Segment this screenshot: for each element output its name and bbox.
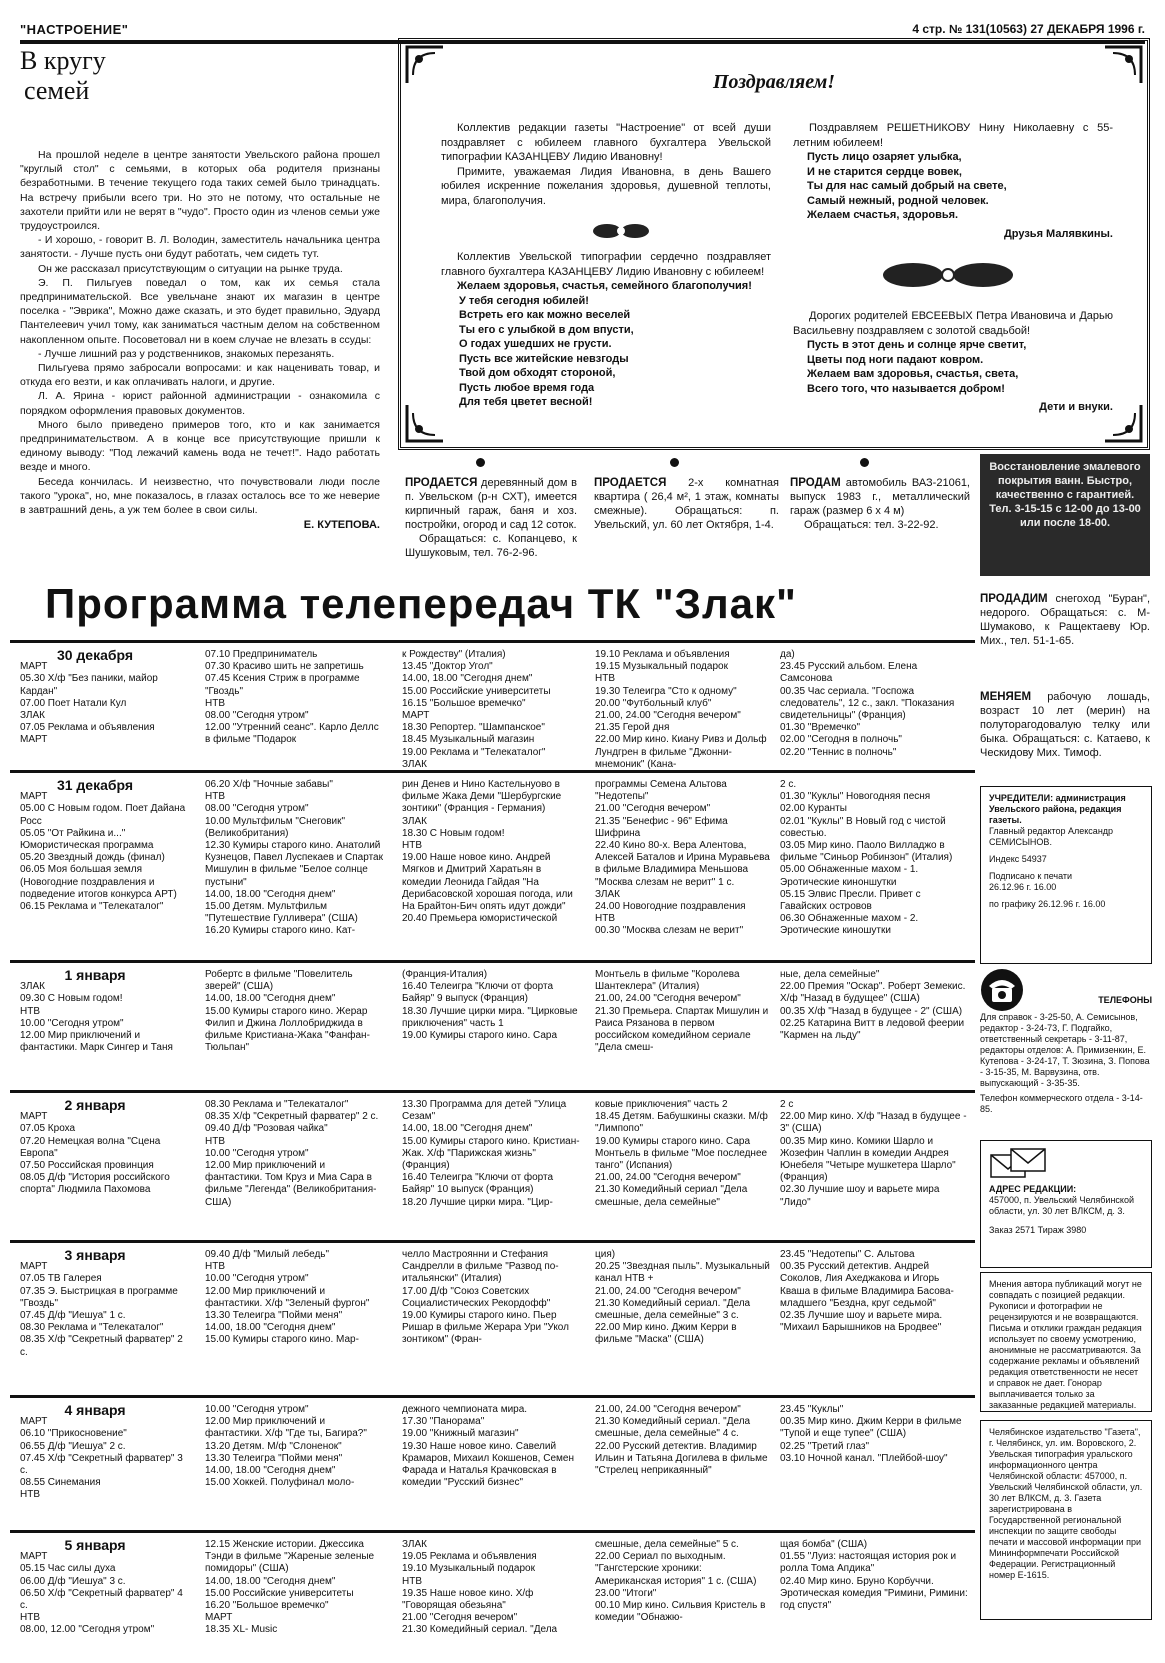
- bullet-icon: [670, 458, 679, 467]
- envelope-icon: [989, 1147, 1049, 1181]
- congrats-wish: Желаем здоровья, счастья, семейного благополучия!: [457, 280, 752, 292]
- tv-column: [20, 1249, 190, 1359]
- poem: [793, 150, 1113, 223]
- tv-listing: МАРТ 07.05 Кроха 07.20 Немецкая волна "Сцена Европа" 07.50 Российская провинция 08.05 Д/ф "История российского спорта" Людмила Пахомова: [20, 1111, 170, 1196]
- tv-listing: 21.00, 24.00 "Сегодня вечером" 21.30 Комедийный сериал. "Дела смешные, дела семейные" 4 с. 22.00 Русский детектив. Владимир Ильин и Татьяна Догилева в фильме "Стрелец неприкаянный": [595, 1404, 768, 1477]
- ad-text: снегоход "Буран", недорого. Обращаться: с. М-Шумаково, к Ращектаеву Юр. Мих., тел. 51-1-65.: [980, 593, 1151, 647]
- tv-column: [402, 1099, 582, 1209]
- poem-line: Пусть все житейские невзгоды: [459, 352, 629, 365]
- tv-listing: смешные, дела семейные" 5 с. 22.00 Сериал по выходным. "Гангстерские хроники: Американская история" 1 с. (США) 23.00 "Итоги" 00.10 Мир кино. Сильвия Кристель в комедии "Обнажю-: [595, 1539, 766, 1624]
- phones-block: [980, 968, 1152, 1115]
- tv-listing: МАРТ 05.00 С Новым годом. Поет Дайана Росс 05.05 "От Райкина и..." Юмористическая программа 05.20 Звездный дождь (финал) 06.05 Моя большая земля (Новогодние поздравления и подведение итогов конкурса АРТ) 06.15 Реклама и "Телекаталог": [20, 791, 186, 913]
- tv-column: [780, 969, 970, 1042]
- tv-column: [595, 1249, 770, 1347]
- address: 457000, п. Увельский Челябинской области, ул. 30 лет ВЛКСМ, д. 3.: [989, 1195, 1134, 1216]
- newspaper-name: "НАСТРОЕНИЕ": [20, 22, 129, 37]
- flower-ornament-icon: [873, 255, 1023, 295]
- tv-column: [402, 649, 582, 771]
- tv-column: [20, 1099, 190, 1197]
- tv-listing: (Франция-Италия) 16.40 Телеигра "Ключи от форта Байяр" 9 выпуск (Франция) 18.30 Лучшие цирки мира. "Цирковые приключения" часть 1 19.00 Кумиры старого кино. Сара: [402, 969, 578, 1042]
- congratulations-box: [398, 38, 1150, 450]
- congrats-text: Коллектив Увельской типографии сердечно поздравляет главного бухгалтера КАЗАНЦЕВУ Лидию Ивановну с юбилеем!: [441, 251, 771, 278]
- ad-heading: ПРОДАДИМ: [980, 593, 1048, 605]
- poem-line: Пусть любое время года: [459, 381, 595, 394]
- tv-column: [20, 1404, 190, 1502]
- founders-box: [980, 786, 1152, 964]
- poem-line: И не старится сердце вовек,: [807, 165, 962, 178]
- ad-heading: ПРОДАЕТСЯ: [405, 477, 478, 489]
- tv-listing: к Рождеству" (Италия) 13.45 "Доктор Угол" 14.00, 18.00 "Сегодня днем" 15.00 Российские университеты 16.15 "Большое времечко" МАРТ 18.30 Репортер. "Шампанское" 18.45 Музыкальный магазин 19.00 Реклама и "Телекаталог" ЗЛАК: [402, 649, 551, 770]
- tv-column: [205, 1539, 385, 1637]
- service-ad: Восстановление эмалевого покрытия ванн. Быстро, качественно с гарантией. Тел. 3-15-15 с 12-00 до 13-00 или после 18-00.: [980, 454, 1150, 576]
- tv-listing: рин Денев и Нино Кастельнуово в фильме Жака Деми "Шербургские зонтики" (Франция - Германия) ЗЛАК 18.30 С Новым годом! НТВ 19.00 Наше новое кино. Андрей Мягков и Дмитрий Харатьян в комедии Леонида Гайдая "На Дерибасовской хорошая погода, или На Брайтон-Бич опять идут дожди" 20.40 Премьера юмористической: [402, 779, 573, 925]
- tv-listing: 2 с 22.00 Мир кино. Х/ф "Назад в будущее - 3" (США) 00.35 Мир кино. Комики Шарло и Жозефин Чаплин в комедии Андрея Юнебеля "Четыре мушкетера Шарло" (Франция) 02.30 Лучшие шоу и варьете мира "Лидо": [780, 1099, 967, 1208]
- address-label: АДРЕС РЕДАКЦИИ:: [989, 1184, 1077, 1194]
- tv-listing: 09.40 Д/ф "Милый лебедь" НТВ 10.00 "Сегодня утром" 12.00 Мир приключений и фантастики. Х/ф "Зеленый фургон" 13.30 Телеигра "Пойми меня" 14.00, 18.00 "Сегодня днем" 15.00 Кумиры старого кино. Мар-: [205, 1249, 370, 1346]
- tv-listing: ЗЛАК 09.30 С Новым годом! НТВ 10.00 "Сегодня утром" 12.00 Мир приключений и фантастики. Марк Сингер и Таня: [20, 981, 173, 1054]
- tv-column: [780, 1539, 970, 1612]
- tv-listing: ковые приключения" часть 2 18.45 Детям. Бабушкины сказки. М/ф "Лимпопо" 19.00 Кумиры старого кино. Сара Монтьель в фильме "Мое последнее танго" (Испания) 21.00, 24.00 "Сегодня вечером" 21.30 Комедийный сериал "Дела смешные, дела семейные": [595, 1099, 768, 1208]
- tv-listing: 08.30 Реклама и "Телекаталог" 08.35 Х/ф "Секретный фарватер" 2 с. 09.40 Д/ф "Розовая чайка" НТВ 10.00 "Сегодня утром" 12.00 Мир приключений и фантастики. Том Круз и Миа Сара в фильме "Легенда" (Великобритания-США): [205, 1099, 379, 1208]
- poem-line: Твой дом обходят стороной,: [459, 367, 616, 379]
- poem-line: Цветы под ноги падают ковром.: [807, 353, 984, 366]
- ad-contact: Обращаться: с. Копанцево, к Шушуковым, тел. 76-2-96.: [405, 533, 577, 559]
- tv-listing: щая бомба" (США) 01.55 "Луиз: настоящая история рок и ролла Тома Апдика" 02.40 Мир кино. Бруно Корбуччи. Эротическая комедия "Римини, Римини: год спустя": [780, 1539, 968, 1612]
- congrats-text: Дорогих родителей ЕВСЕЕВЫХ Петра Ивановича и Дарью Васильевну поздравляем с золотой свадьбой!: [793, 310, 1113, 337]
- paragraph: Много было приведено примеров того, кто и как занимается предпринимательством. А в конце все присутствующие пришли к единому выводу: "Под лежачий камень вода не течет!". Надо работать везде и много.: [20, 418, 380, 474]
- order-info: Заказ 2571 Тираж 3980: [989, 1225, 1087, 1235]
- tv-column: [205, 649, 385, 747]
- bullet-icon: [860, 458, 869, 467]
- telephone-icon: [980, 968, 1024, 1012]
- tv-column: [205, 969, 385, 1054]
- tv-listing: 23.45 "Недотепы" С. Альтова 00.35 Русский детектив. Андрей Соколов, Лия Ахеджакова и Игорь Кваша в фильме Владимира Басова-младшего "Бездна, круг седьмой" 02.35 Лучшие шоу и варьете мира. "Михаил Барышников на Бродвее": [780, 1249, 954, 1334]
- tv-listing: 12.15 Женские истории. Джессика Тэнди в фильме "Жареные зеленые помидоры" (США) 14.00, 18.00 "Сегодня днем" 15.00 Российские университеты 16.20 "Большое времечко" МАРТ 18.35 XL- Music: [205, 1539, 375, 1636]
- tv-column: [595, 779, 770, 938]
- poem-line: О годах ушедших не грусти.: [459, 338, 612, 350]
- tv-listing: 2 с. 01.30 "Куклы" Новогодняя песня 02.00 Куранты 02.01 "Куклы" В Новый год с чистой совестью. 03.05 Мир кино. Паоло Вилладжо в фильме "Синьор Робинзон" (Италия) 05.00 Обнаженные махом - 1. Эротические киноншутки 05.15 Элвис Пресли. Привет с Гавайских островов 06.30 Обнаженные махом - 2. Эротические киношутки: [780, 779, 953, 937]
- tv-listing: программы Семена Альтова "Недотепы" 21.00 "Сегодня вечером" 21.35 "Бенефис - 96" Ефима Шифрина 22.40 Кино 80-х. Вера Алентова, Алексей Баталов и Ирина Муравьева в фильме Владимира Меньшова "Москва слезам не верит" 1 с. ЗЛАК 24.00 Новогодние поздравления НТВ 00.30 "Москва слезам не верит": [595, 779, 770, 937]
- tv-listing: ЗЛАК 19.05 Реклама и объявления 19.10 Музыкальный подарок НТВ 19.35 Наше новое кино. Х/ф "Говорящая обезьяна" 21.00 "Сегодня вечером" 21.30 Комедийный сериал. "Дела: [402, 1539, 558, 1636]
- congrats-text: Поздравляем РЕШЕТНИКОВУ Нину Николаевну с 55-летним юбилеем!: [793, 122, 1113, 149]
- tv-listing: МАРТ 07.05 ТВ Галерея 07.35 Э. Быстрицкая в программе "Гвоздь" 07.45 Д/ф "Иешуа" 1 с. 08.30 Реклама и "Телекаталог" 08.35 Х/ф "Секретный фарватер" 2 с.: [20, 1261, 183, 1358]
- congrats-left: [441, 121, 771, 410]
- ad-text: деревянный дом в п. Увельском (р-н СХТ), имеется кирпичный гараж, баня и хоз. постройки, огород и сад 12 соток.: [405, 477, 577, 531]
- classified-ad: [405, 476, 577, 560]
- paragraph: - И хорошо, - говорит В. Л. Володин, заместитель начальника центра занятости. - Лучше пусть они будут работать, чем сидеть тут.: [20, 234, 380, 261]
- paragraph: Л. А. Ярина - юрист районной администрации - ознакомила с порядком оформления правовых документов.: [20, 390, 380, 417]
- poem-line: Ты его с улыбкой в дом впусти,: [459, 323, 634, 336]
- tv-column: [402, 1404, 582, 1489]
- tv-day: [10, 1395, 975, 1533]
- publisher-box: [980, 1420, 1152, 1620]
- signed: 26.12.96 г. 16.00: [989, 882, 1057, 892]
- poem: [793, 338, 1113, 396]
- article-title: [20, 46, 380, 106]
- poem-line: У тебя сегодня юбилей!: [459, 294, 589, 307]
- founders: УЧРЕДИТЕЛИ: администрация Увельского района, редакция газеты.: [989, 793, 1126, 825]
- classified-ad: [980, 690, 1150, 760]
- tv-column: [20, 779, 190, 913]
- poem-line: Желаем счастья, здоровья.: [807, 209, 959, 221]
- tv-column: [595, 649, 770, 771]
- poem-line: Всего того, что называется добром!: [807, 382, 1005, 395]
- tv-listing: Робертс в фильме "Повелитель зверей" (США) 14.00, 18.00 "Сегодня днем" 15.00 Кумиры старого кино. Жерар Филип и Джина Лоллобриджида в фильме Кристиана-Жака "Фанфан-Тюльпан": [205, 969, 370, 1054]
- tv-column: [780, 1404, 970, 1465]
- tv-listing: дежного чемпионата мира. 17.30 "Панорама" 19.00 "Книжный магазин" 19.30 Наше новое кино. Савелий Крамаров, Михаил Кокшенов, Семен Фарада и Наталья Крачковская в комедии "Русский бизнес": [402, 1404, 574, 1489]
- paragraph: Э. П. Пильгуев поведал о том, как их семья стала предпринимательской. Все увельчане знают их магазин в центре поселка - "Эврика", Можно даже сказать, и это будет правильно, Эдуард Пантелеевич учил тому, как заниматься частным делом на собственном накопленном опыте. Посоветовал ни в коем случае не влезать в ссуды:: [20, 276, 380, 346]
- classified-ad: [790, 476, 970, 532]
- tv-column: [205, 1404, 385, 1489]
- tv-listing: челло Мастроянни и Стефания Сандрелли в фильме "Развод по-итальянски" (Италия) 17.00 Д/ф "Союз Советских Социалистических Рекордофф" 19.00 Кумиры старого кино. Пьер Ришар в фильме Жерара Ури "Укол зонтиком" (Фран-: [402, 1249, 569, 1346]
- paragraph: Пильгуева прямо забросали вопросами: и как наценивать товар, и откуда его везти, и как оплачивать налоги, и другие.: [20, 362, 380, 389]
- tv-listing: 13.30 Программа для детей "Улица Сезам" 14.00, 18.00 "Сегодня днем" 15.00 Кумиры старого кино. Кристиан-Жак. Х/ф "Парижская жизнь" (Франция) 16.40 Телеигра "Ключи от форта Байяр" 10 выпуск (Франция) 18.20 Лучшие цирки мира. "Цир-: [402, 1099, 580, 1208]
- tv-day-name: 1 января: [64, 967, 126, 983]
- tv-listing: 07.10 Предприниматель 07.30 Красиво шить не запретишь 07.45 Ксения Стриж в программе "Гвоздь" НТВ 08.00 "Сегодня утром" 12.00 "Утренний сеанс". Карло Деллс в фильме "Подарок: [205, 649, 379, 746]
- tv-listing: МАРТ 06.10 "Прикосновение" 06.55 Д/ф "Иешуа" 2 с. 07.45 Х/ф "Секретный фарватер" 3 с. 08.55 Синемания НТВ: [20, 1416, 183, 1501]
- classified-ad: [980, 592, 1150, 648]
- ad-heading: ПРОДАМ: [790, 477, 841, 489]
- bullet-icon: [476, 458, 485, 467]
- ad-text: 2-х комнатная квартира ( 26,4 м², 1 этаж, комнаты смежные). Обращаться: п. Увельский, ул. 60 лет Октября, 1-4.: [594, 477, 779, 531]
- tv-day: [10, 1090, 975, 1243]
- poem-line: Встреть его как можно веселей: [459, 309, 631, 321]
- phones: Для справок - 3-25-50, А. Семисынов, редактор - 3-24-73, Г. Подгайко, ответственный секретарь - 3-11-87, редакторы отделов: А. Примизенкин, Е. Кутепова - 3-24-17, Т. Зюзина, З. Попова - 3-15-35, М. Варвузина, отв. выпускающий - 3-35-35.: [980, 1012, 1150, 1088]
- tv-listing: Монтьель в фильме "Королева Шантеклера" (Италия) 21.00, 24.00 "Сегодня вечером" 21.30 Премьера. Спартак Мишулин и Раиса Рязанова в первом российском комедийном сериале "Дела смеш-: [595, 969, 769, 1054]
- poem-line: Желаем вам здоровья, счастья, света,: [807, 368, 1019, 380]
- tv-column: [402, 1539, 582, 1637]
- ad-heading: МЕНЯЕМ: [980, 691, 1032, 703]
- ad-text: автомобиль ВАЗ-21061, выпуск 1983 г., металлический гараж (размер 6 х 4 м): [790, 477, 970, 517]
- tv-day: [10, 640, 975, 773]
- notes: Мнения автора публикаций могут не совпадать с позицией редакции. Рукописи и фотографии не рецензируются и не возвращаются. Письма и отклики граждан редакция использует по своему усмотрению, анонимные не рассматриваются. За содержание рекламы и объявлений редакция ответственности не несет и справок не дает. Гонорар выплачивается только за заказанные редакцией материалы.: [989, 1279, 1142, 1410]
- poem-line: Для тебя цветет весной!: [459, 396, 593, 408]
- tv-column: [20, 649, 190, 747]
- tv-column: [205, 779, 385, 938]
- tv-day-name: 31 декабря: [56, 777, 134, 793]
- paragraph: Он же рассказал присутствующим о ситуации на рынке труда.: [38, 262, 343, 275]
- tv-listing: 10.00 "Сегодня утром" 12.00 Мир приключений и фантастики. Х/ф "Где ты, Багира?" 13.20 Детям. М/ф "Слоненок" 13.30 Телеигра "Пойми меня" 14.00, 18.00 "Сегодня днем" 15.00 Хоккей. Полуфинал моло-: [205, 1404, 367, 1489]
- tv-column: [780, 649, 970, 759]
- tv-listing: МАРТ 05.30 Х/ф "Без паники, майор Кардан" 07.00 Поет Натали Кул ЗЛАК 07.05 Реклама и объявления МАРТ: [20, 661, 158, 746]
- tv-column: [595, 1404, 770, 1477]
- tv-day: [10, 770, 975, 963]
- paragraph: На прошлой неделе в центре занятости Увельского района прошел "круглый стол" с семьями, в которых оба родителя признаны безработными. В течение текущего года таких семей было тринадцать. На встречу прибыли всего три. Но это не потому, что остальные не захотели прийти или не верят в "чудо". Просто один из членов семьи уже трудоустроился.: [20, 149, 380, 233]
- tv-column: [780, 779, 970, 938]
- tv-day-name: 30 декабря: [56, 647, 134, 663]
- poem-line: Ты для нас самый добрый на свете,: [807, 180, 1007, 192]
- flower-ornament-icon: [591, 218, 651, 244]
- commercial-phone: Телефон коммерческого отдела - 3-14-85.: [980, 1093, 1143, 1114]
- tv-column: [20, 1539, 190, 1637]
- tv-column: [780, 1099, 970, 1209]
- tv-column: [780, 1249, 970, 1334]
- tv-column: [402, 969, 582, 1042]
- tv-listing: 06.20 Х/ф "Ночные забавы" НТВ 08.00 "Сегодня утром" 10.00 Мультфильм "Снеговик" (Великобритания) 12.30 Кумиры старого кино. Анатолий Кузнецов, Павел Луспекаев и Спартак Мишулин в фильме "Белое солнце пустыни" 14.00, 18.00 "Сегодня днем" 15.00 Детям. Мультфильм "Путешествие Гулливера" (США) 16.20 Кумиры старого кино. Кат-: [205, 779, 383, 937]
- congrats-signature: Друзья Малявкины.: [1003, 227, 1113, 240]
- article-title-line: семей: [24, 76, 90, 105]
- poem-line: Самый нежный, родной человек.: [807, 194, 989, 207]
- tv-column: [402, 1249, 582, 1347]
- schedule: по графику 26.12.96 г. 16.00: [989, 899, 1106, 909]
- article-body: [20, 148, 380, 531]
- congrats-text: Коллектив редакции газеты "Настроение" от всей души поздравляет с юбилеем главного бухгалтера Увельской типографии КАЗАНЦЕВУ Лидию Ивановну!: [441, 122, 771, 163]
- editor: Главный редактор Александр СЕМИСЫНОВ.: [989, 826, 1114, 847]
- classified-ad: [594, 476, 779, 532]
- phones-label: ТЕЛЕФОНЫ: [1098, 995, 1152, 1005]
- publisher: Челябинское издательство "Газета", г. Челябинск, ул. им. Воровского, 2. Увельская типография уральского информационного центра Челябинской области: 457000, п. Увельский Челябинской области, ул. 30 лет ВЛКСМ, д. 3. Газета зарегистрирована в Государственной региональной инспекции по защите свободы печати и массовой информации при Мининформпечати Российской Федерации. Регистрационный номер Е-1615.: [989, 1427, 1143, 1580]
- congrats-text: Примите, уважаемая Лидия Ивановна, в день Вашего юбилея искренние пожелания здоровья, душевной теплоты, мира, благополучия.: [441, 165, 771, 207]
- signed-label: Подписано к печати: [989, 871, 1073, 881]
- tv-column: [205, 1249, 385, 1347]
- tv-listing: 19.10 Реклама и объявления 19.15 Музыкальный подарок НТВ 19.30 Телеигра "Сто к одному" 20.00 "Футбольный клуб" 21.00, 24.00 "Сегодня вечером" 21.35 Герой дня 22.00 Мир кино. Киану Ривз и Дольф Лундгрен в фильме "Джонни-мнемоник" (Кана-: [595, 649, 767, 770]
- ad-contact: Обращаться: тел. 3-22-92.: [804, 519, 939, 531]
- article-title-line: В кругу: [20, 46, 106, 75]
- paragraph: - Лучше лишний раз у родственников, знакомых перезанять.: [38, 347, 335, 360]
- tv-column: [595, 1539, 770, 1624]
- paragraph: Беседа кончилась. И неизвестно, что почувствовали люди после такого "урока", но, мне показалось, в глазах осталось все то же неверие в завтрашний день, а уж тем более в свои силы.: [20, 475, 380, 517]
- article-author: Е. КУТЕПОВА.: [303, 519, 380, 532]
- congrats-right: [793, 121, 1113, 415]
- tv-column: [402, 779, 582, 925]
- tv-day-name: 2 января: [64, 1097, 126, 1113]
- notes-box: [980, 1272, 1152, 1412]
- corner-ornament-icon: [405, 403, 445, 443]
- tv-listing: ные, дела семейные" 22.00 Премия "Оскар". Роберт Земекис. Х/ф "Назад в будущее" (США) 00.35 Х/ф "Назад в будущее - 2" (США) 02.25 Катарина Витт в ледовой феерии "Кармен на льду": [780, 969, 966, 1042]
- congrats-signature: Дети и внуки.: [1039, 401, 1113, 413]
- tv-column: [205, 1099, 385, 1209]
- tv-listing: 23.45 "Куклы" 00.35 Мир кино. Джим Керри в фильме "Тупой и еще тупее" (США) 02.25 "Третий глаз" 03.10 Ночной канал. "Плейбой-шоу": [780, 1404, 962, 1464]
- tv-day-name: 3 января: [64, 1247, 126, 1263]
- tv-column: [20, 969, 190, 1054]
- tv-column: [595, 969, 770, 1054]
- tv-day: [10, 1530, 975, 1658]
- tv-listing: МАРТ 05.15 Час силы духа 06.00 Д/ф "Иешуа" 3 с. 06.50 Х/ф "Секретный фарватер" 4 с. НТВ 08.00, 12.00 "Сегодня утром": [20, 1551, 183, 1636]
- tv-program-title: Программа телепередач ТК "Злак": [45, 580, 797, 627]
- tv-day: [10, 1240, 975, 1398]
- poem-line: Пусть в этот день и солнце ярче светит,: [807, 339, 1027, 351]
- tv-listing: да) 23.45 Русский альбом. Елена Самсонова 00.35 Час сериала. "Госпожа следователь", 12 с., закл. "Показания свидетельницы" (Франция) 01.30 "Времечко" 02.00 "Сегодня в полночь" 02.20 "Теннис в полночь": [780, 649, 955, 758]
- issue-info: 4 стр. № 131(10563) 27 ДЕКАБРЯ 1996 г.: [912, 22, 1145, 36]
- address-box: [980, 1140, 1152, 1268]
- tv-listing: ция) 20.25 "Звездная пыль". Музыкальный канал НТВ + 21.00, 24.00 "Сегодня вечером" 21.30 Комедийный сериал. "Дела смешные, дела семейные" 3 с. 22.00 Мир кино. Джим Керри в фильме "Маска" (США): [595, 1249, 770, 1346]
- congrats-title: Поздравляем!: [712, 71, 836, 93]
- index: Индекс 54937: [989, 854, 1047, 864]
- tv-day: [10, 960, 975, 1093]
- article: [20, 46, 380, 531]
- tv-column: [595, 1099, 770, 1209]
- tv-day-name: 5 января: [64, 1537, 126, 1553]
- poem: [441, 294, 771, 410]
- poem-line: Пусть лицо озаряет улыбка,: [807, 151, 962, 163]
- ad-heading: ПРОДАЕТСЯ: [594, 477, 667, 489]
- ad-text: рабочую лошадь, возраст 10 лет (мерин) на полуторагодовалую телку или быка. Обращаться: с. Катаево, к Ческидову Мих. Тимоф.: [980, 691, 1150, 759]
- tv-day-name: 4 января: [64, 1402, 126, 1418]
